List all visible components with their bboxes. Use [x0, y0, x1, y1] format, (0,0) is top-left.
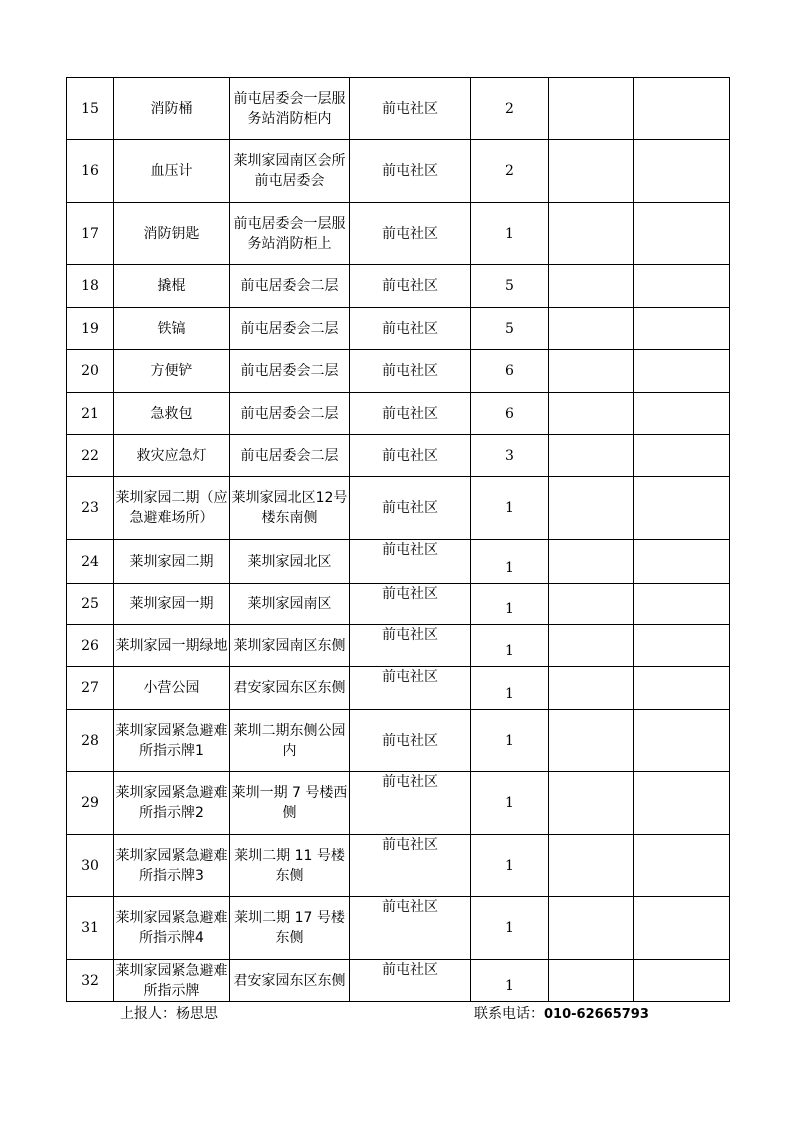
- item-location: 莱圳家园南区东侧: [230, 625, 350, 667]
- item-quantity: 5: [471, 265, 549, 308]
- item-name: 消防桶: [114, 78, 230, 140]
- row-number: 30: [67, 835, 114, 897]
- item-quantity: 2: [471, 78, 549, 140]
- item-location: 前屯居委会一层服务站消防柜内: [230, 78, 350, 140]
- contact-label: 联系电话：: [474, 1006, 544, 1022]
- item-name: 莱圳家园紧急避难所指示牌4: [114, 897, 230, 960]
- contact-phone: 010-62665793: [544, 1007, 649, 1022]
- community-name: 前屯社区: [350, 435, 471, 477]
- table-row: [67, 393, 730, 435]
- row-number: 27: [67, 667, 114, 710]
- item-location: 莱圳二期 11 号楼东侧: [230, 835, 350, 897]
- item-location: 莱圳家园北区12号楼东南侧: [230, 477, 350, 540]
- row-number: 19: [67, 308, 114, 350]
- table-row: [67, 140, 730, 203]
- item-quantity: 2: [471, 140, 549, 203]
- item-name: 莱圳家园二期: [114, 540, 230, 584]
- table-row: [67, 265, 730, 308]
- empty-cell: [634, 960, 730, 1002]
- item-location: 前屯居委会一层服务站消防柜上: [230, 203, 350, 265]
- item-location: 莱圳家园南区会所前屯居委会: [230, 140, 350, 203]
- item-quantity: 1: [471, 960, 549, 1002]
- empty-cell: [634, 393, 730, 435]
- contact-info: [474, 1004, 649, 1025]
- community-name: 前屯社区: [350, 350, 471, 393]
- item-location: 前屯居委会二层: [230, 350, 350, 393]
- row-number: 23: [67, 477, 114, 540]
- item-quantity: 1: [471, 835, 549, 897]
- empty-cell: [549, 308, 634, 350]
- item-name: 莱圳家园紧急避难所指示牌2: [114, 772, 230, 835]
- table-row: [67, 78, 730, 140]
- community-name: 前屯社区: [350, 584, 471, 625]
- table-row: [67, 897, 730, 960]
- table-row: [67, 835, 730, 897]
- item-quantity: 1: [471, 667, 549, 710]
- community-name: 前屯社区: [350, 203, 471, 265]
- empty-cell: [634, 625, 730, 667]
- community-name: 前屯社区: [350, 835, 471, 897]
- item-name: 莱圳家园一期绿地: [114, 625, 230, 667]
- community-name: 前屯社区: [350, 540, 471, 584]
- empty-cell: [634, 772, 730, 835]
- row-number: 15: [67, 78, 114, 140]
- empty-cell: [549, 265, 634, 308]
- empty-cell: [549, 667, 634, 710]
- empty-cell: [634, 667, 730, 710]
- empty-cell: [634, 710, 730, 772]
- community-name: 前屯社区: [350, 772, 471, 835]
- empty-cell: [549, 710, 634, 772]
- table-row: [67, 350, 730, 393]
- item-location: 莱圳二期 17 号楼东侧: [230, 897, 350, 960]
- empty-cell: [634, 140, 730, 203]
- empty-cell: [549, 393, 634, 435]
- reporter-label: 上报人：杨思思: [120, 1006, 218, 1022]
- item-location: 前屯居委会二层: [230, 265, 350, 308]
- item-location: 君安家园东区东侧: [230, 960, 350, 1002]
- empty-cell: [634, 540, 730, 584]
- table-row: [67, 667, 730, 710]
- empty-cell: [549, 140, 634, 203]
- item-quantity: 1: [471, 625, 549, 667]
- row-number: 16: [67, 140, 114, 203]
- item-name: 救灾应急灯: [114, 435, 230, 477]
- item-name: 撬棍: [114, 265, 230, 308]
- community-name: 前屯社区: [350, 140, 471, 203]
- item-location: 前屯居委会二层: [230, 435, 350, 477]
- empty-cell: [549, 897, 634, 960]
- row-number: 17: [67, 203, 114, 265]
- community-name: 前屯社区: [350, 265, 471, 308]
- empty-cell: [634, 78, 730, 140]
- item-quantity: 1: [471, 540, 549, 584]
- item-quantity: 1: [471, 477, 549, 540]
- row-number: 32: [67, 960, 114, 1002]
- table-row: [67, 435, 730, 477]
- row-number: 29: [67, 772, 114, 835]
- inventory-table-body: [67, 78, 730, 1002]
- community-name: 前屯社区: [350, 308, 471, 350]
- empty-cell: [634, 203, 730, 265]
- table-row: [67, 710, 730, 772]
- empty-cell: [549, 435, 634, 477]
- community-name: 前屯社区: [350, 393, 471, 435]
- item-quantity: 5: [471, 308, 549, 350]
- inventory-table: [66, 77, 730, 1002]
- row-number: 18: [67, 265, 114, 308]
- row-number: 20: [67, 350, 114, 393]
- item-name: 消防钥匙: [114, 203, 230, 265]
- empty-cell: [634, 477, 730, 540]
- empty-cell: [549, 78, 634, 140]
- row-number: 26: [67, 625, 114, 667]
- item-name: 血压计: [114, 140, 230, 203]
- item-name: 铁镐: [114, 308, 230, 350]
- table-row: [67, 308, 730, 350]
- item-name: 莱圳家园紧急避难所指示牌1: [114, 710, 230, 772]
- empty-cell: [634, 435, 730, 477]
- empty-cell: [549, 960, 634, 1002]
- item-name: 小营公园: [114, 667, 230, 710]
- item-location: 莱圳一期 7 号楼西侧: [230, 772, 350, 835]
- table-row: [67, 625, 730, 667]
- row-number: 22: [67, 435, 114, 477]
- community-name: 前屯社区: [350, 897, 471, 960]
- empty-cell: [549, 584, 634, 625]
- item-quantity: 1: [471, 710, 549, 772]
- item-quantity: 1: [471, 203, 549, 265]
- community-name: 前屯社区: [350, 625, 471, 667]
- community-name: 前屯社区: [350, 710, 471, 772]
- item-location: 莱圳家园北区: [230, 540, 350, 584]
- table-row: [67, 203, 730, 265]
- item-location: 莱圳二期东侧公园内: [230, 710, 350, 772]
- row-number: 31: [67, 897, 114, 960]
- item-quantity: 6: [471, 393, 549, 435]
- empty-cell: [634, 835, 730, 897]
- table-row: [67, 772, 730, 835]
- row-number: 25: [67, 584, 114, 625]
- item-quantity: 1: [471, 584, 549, 625]
- empty-cell: [634, 350, 730, 393]
- table-row: [67, 960, 730, 1002]
- item-location: 前屯居委会二层: [230, 393, 350, 435]
- table-row: [67, 584, 730, 625]
- item-quantity: 3: [471, 435, 549, 477]
- empty-cell: [549, 350, 634, 393]
- community-name: 前屯社区: [350, 960, 471, 1002]
- empty-cell: [549, 477, 634, 540]
- empty-cell: [549, 625, 634, 667]
- table-row: [67, 477, 730, 540]
- item-quantity: 1: [471, 897, 549, 960]
- community-name: 前屯社区: [350, 477, 471, 540]
- item-quantity: 1: [471, 772, 549, 835]
- item-location: 君安家园东区东侧: [230, 667, 350, 710]
- row-number: 21: [67, 393, 114, 435]
- item-location: 前屯居委会二层: [230, 308, 350, 350]
- empty-cell: [549, 835, 634, 897]
- item-name: 方便铲: [114, 350, 230, 393]
- table-row: [67, 540, 730, 584]
- empty-cell: [549, 203, 634, 265]
- row-number: 28: [67, 710, 114, 772]
- item-location: 莱圳家园南区: [230, 584, 350, 625]
- empty-cell: [549, 540, 634, 584]
- empty-cell: [634, 897, 730, 960]
- item-name: 莱圳家园二期（应急避难场所）: [114, 477, 230, 540]
- item-name: 莱圳家园紧急避难所指示牌3: [114, 835, 230, 897]
- community-name: 前屯社区: [350, 667, 471, 710]
- empty-cell: [634, 308, 730, 350]
- empty-cell: [634, 584, 730, 625]
- empty-cell: [549, 772, 634, 835]
- row-number: 24: [67, 540, 114, 584]
- item-quantity: 6: [471, 350, 549, 393]
- empty-cell: [634, 265, 730, 308]
- community-name: 前屯社区: [350, 78, 471, 140]
- item-name: 莱圳家园紧急避难所指示牌: [114, 960, 230, 1002]
- item-name: 莱圳家园一期: [114, 584, 230, 625]
- item-name: 急救包: [114, 393, 230, 435]
